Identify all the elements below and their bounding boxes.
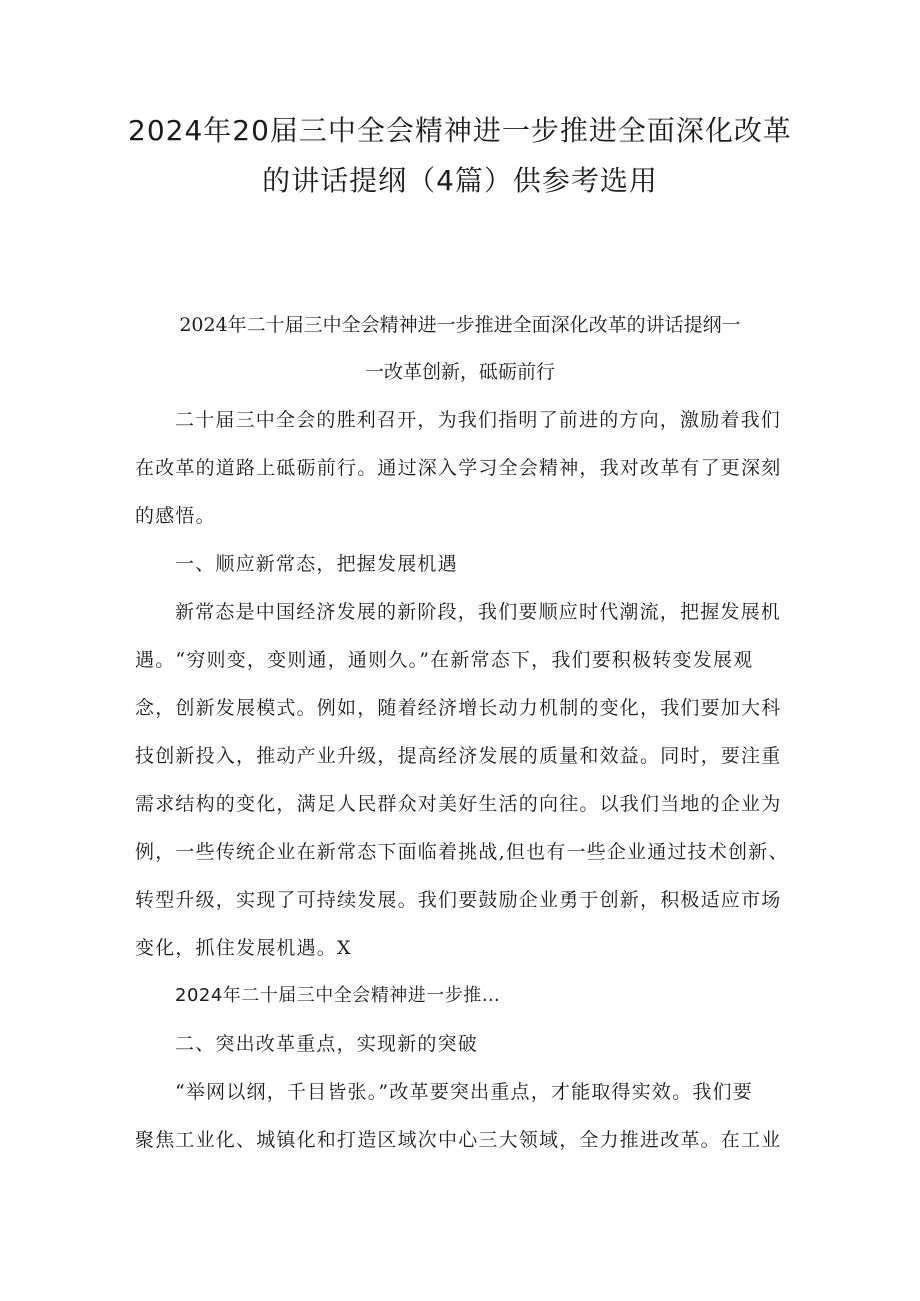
section-heading-line-2: 一改革创新，砥砺前行 xyxy=(364,361,555,383)
point-1-line-8: 变化，抓住发展机遇。X xyxy=(135,937,352,959)
point-1-line-1: 新常态是中国经济发展的新阶段，我们要顺应时代潮流，把握发展机 xyxy=(175,601,782,623)
point-2-line-1: “举网以纲，千目皆张。”改革要突出重点，才能取得实效。我们要 xyxy=(175,1081,753,1103)
point-1-line-3: 念，创新发展模式。例如，随着经济增长动力机制的变化，我们要加大科 xyxy=(135,697,782,719)
intro-line-2: 在改革的道路上砥砺前行。通过深入学习全会精神，我对改革有了更深刻 xyxy=(135,457,782,479)
point-1-line-7: 转型升级，实现了可持续发展。我们要鼓励企业勇于创新，积极适应市场 xyxy=(135,889,782,911)
point-1-line-5: 需求结构的变化，满足人民群众对美好生活的向往。以我们当地的企业为 xyxy=(135,793,782,815)
related-article-link[interactable]: 2024年二十届三中全会精神进一步推… xyxy=(175,985,501,1006)
point-1-line-4: 技创新投入，推动产业升级，提高经济发展的质量和效益。同时，要注重 xyxy=(135,745,782,767)
intro-line-3: 的感悟。 xyxy=(135,505,216,527)
point-1-line-6: 例，一些传统企业在新常态下面临着挑战,但也有一些企业通过技术创新、 xyxy=(135,841,789,863)
section-heading-line-1: 2024年二十届三中全会精神进一步推进全面深化改革的讲话提纲一 xyxy=(179,314,741,336)
intro-line-1: 二十届三中全会的胜利召开，为我们指明了前进的方向，激励着我们 xyxy=(175,409,782,431)
point-2-heading: 二、突出改革重点，实现新的突破 xyxy=(175,1033,479,1055)
point-1-heading: 一、顺应新常态，把握发展机遇 xyxy=(175,553,458,575)
point-1-line-2: 遇。“穷则变，变则通，通则久。”在新常态下，我们要积极转变发展观 xyxy=(135,649,754,671)
document-title-line-1: 2024年20届三中全会精神进一步推进全面深化改革 xyxy=(128,114,792,147)
point-2-line-2: 聚焦工业化、城镇化和打造区域次中心三大领域，全力推进改革。在工业 xyxy=(135,1129,782,1151)
document-title-line-2: 的讲话提纲（4篇）供参考选用 xyxy=(262,164,658,197)
